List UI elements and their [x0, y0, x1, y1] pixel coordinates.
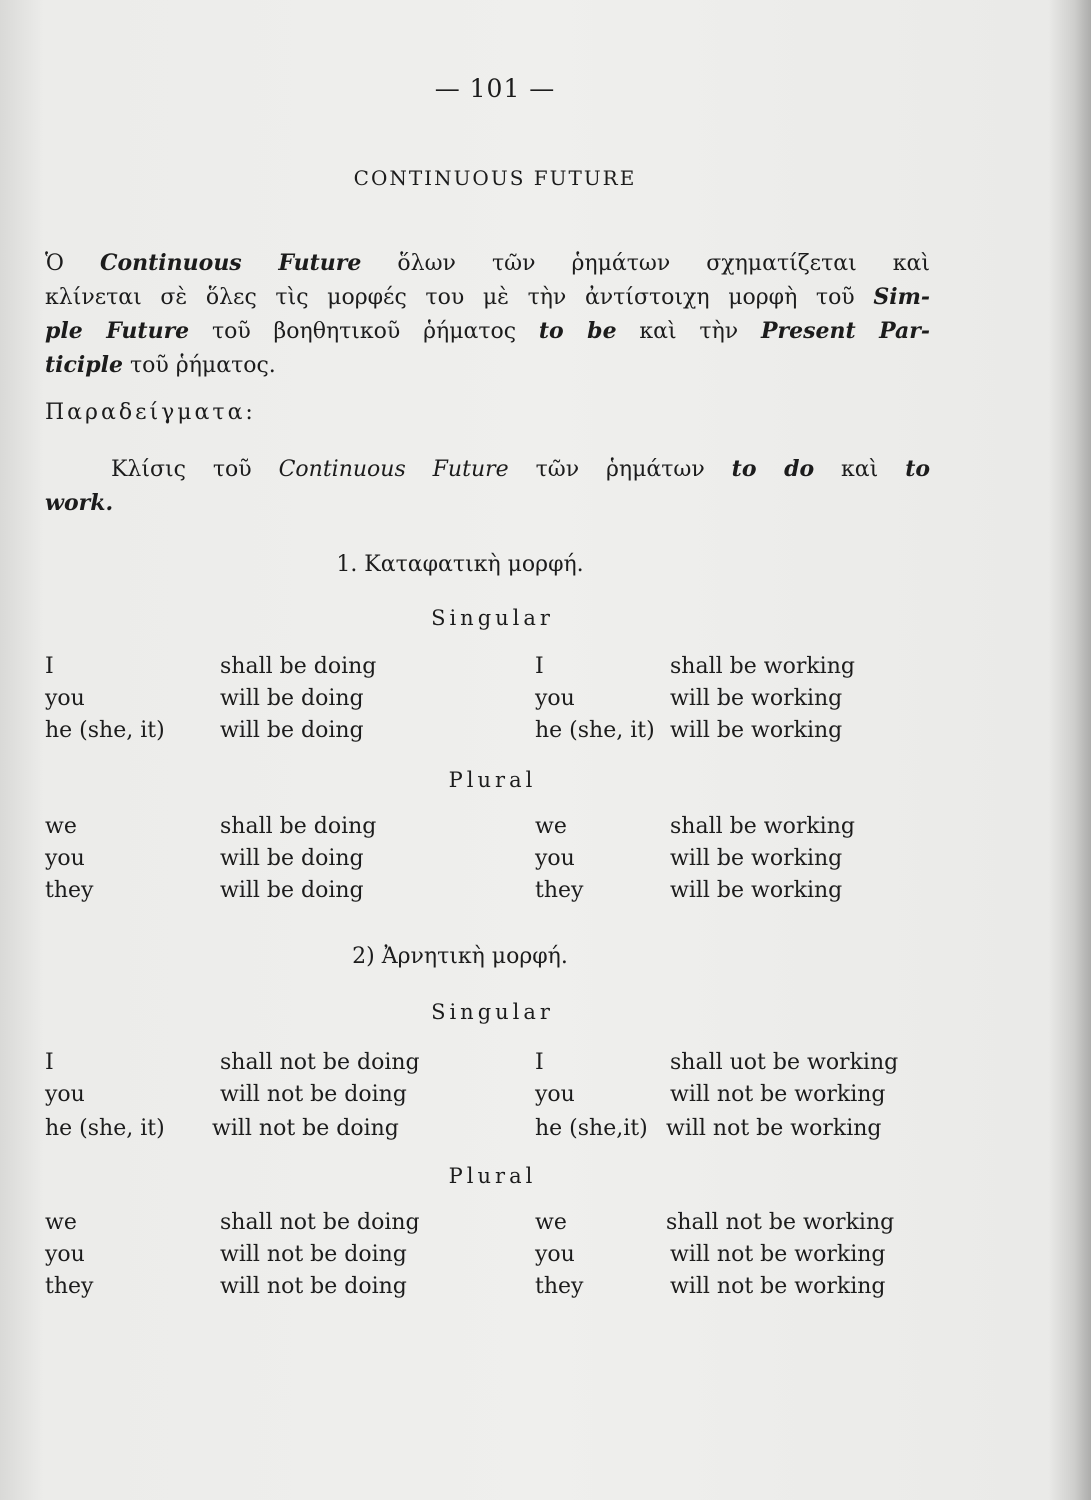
conjugation-intro-line-2: work. [45, 490, 114, 516]
affirmative-singular-label: Singular [431, 606, 554, 630]
intro-paragraph [45, 246, 930, 382]
table-row: they will not be doing they will not be working [45, 1274, 886, 1299]
negative-singular-label: Singular [431, 1000, 554, 1024]
table-row: we shall not be doing we shall not be working [45, 1210, 895, 1235]
table-row: you will be doing you will be working [45, 686, 843, 711]
page-number: — 101 — [434, 74, 556, 103]
table-row: you will not be doing you will not be working [45, 1242, 886, 1267]
affirmative-plural-label: Plural [448, 768, 537, 792]
conjugation-intro [45, 452, 930, 520]
intro-line-1: Ὁ Continuous Future ὅλων τῶν ῥημάτων σχηματίζεται καὶ [45, 250, 930, 276]
examples-label: Παραδείγματα: [45, 400, 256, 425]
intro-line-2: κλίνεται σὲ ὅλες τὶς μορφές του μὲ τὴν ἀντίστοιχη μορφὴ τοῦ Sim- [45, 284, 930, 310]
intro-line-3: ple Future τοῦ βοηθητικοῦ ῥήματος to be καὶ τὴν Present Par- [45, 318, 930, 344]
table-row: I shall not be doing I shall uot be working [45, 1050, 899, 1075]
table-row: we shall be doing we shall be working [45, 814, 855, 839]
table-row: they will be doing they will be working [45, 878, 843, 903]
table-row: he (she, it) will not be doing he (she,it) will not be working [45, 1116, 882, 1141]
table-row: you will not be doing you will not be working [45, 1082, 886, 1107]
negative-heading: 2) Ἀρνητικὴ μορφή. [352, 944, 568, 969]
intro-line-4: ticiple τοῦ ῥήματος. [45, 352, 276, 378]
table-row: he (she, it) will be doing he (she, it) will be working [45, 718, 843, 743]
affirmative-heading: 1. Καταφατικὴ μορφή. [336, 552, 584, 577]
negative-plural-label: Plural [448, 1164, 537, 1188]
table-row: I shall be doing I shall be working [45, 654, 855, 679]
page-title: CONTINUOUS FUTURE [353, 166, 637, 190]
table-row: you will be doing you will be working [45, 846, 843, 871]
conjugation-intro-line-1: Κλίσις τοῦ Continuous Future τῶν ῥημάτων to do καὶ to [111, 456, 931, 482]
